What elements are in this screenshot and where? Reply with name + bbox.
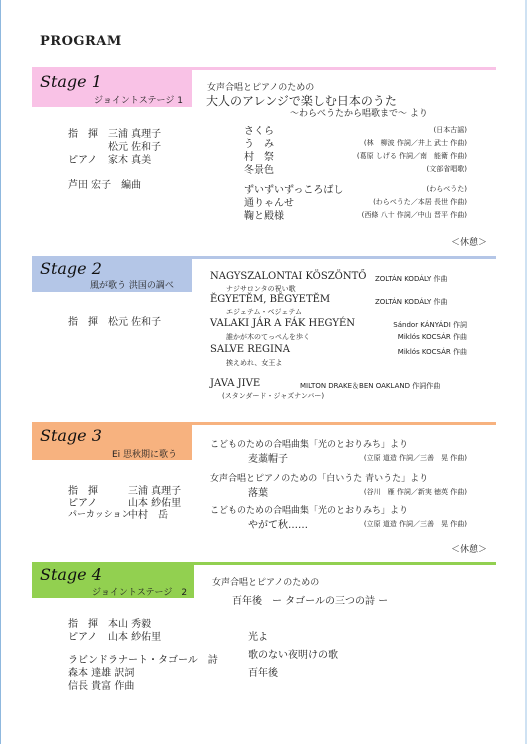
song-title: 落葉 <box>248 488 268 499</box>
credit-name: 三浦 真理子 <box>128 486 182 497</box>
intermission-label: ＜休憩＞ <box>451 238 488 248</box>
song-credit: (立原 道造 作詞／三善 晃 作曲) <box>363 454 467 462</box>
stage4-author: 信長 貴富 作曲 <box>68 681 135 692</box>
stage3-header <box>32 422 192 460</box>
song-title: やがて秋…… <box>248 520 308 531</box>
song-title: 麦藁帽子 <box>248 454 288 465</box>
stage1-name: Stage 1 <box>40 72 102 91</box>
song-credit: (立原 道造 作詞／三善 晃 作曲) <box>363 520 467 528</box>
credit-role: 指 揮 <box>68 486 98 497</box>
song-credit: ZOLTÁN KODÁLY 作曲 <box>375 275 448 283</box>
credit-name: 三浦 真理子 <box>108 129 162 140</box>
page-border-left <box>0 0 1 744</box>
song-credit: Miklós KOCSÁR 作曲 <box>397 348 467 356</box>
stage1-set-title: 大人のアレンジで楽しむ日本のうた <box>206 94 397 108</box>
song-credit: MILTON DRAKE＆BEN OAKLAND 作詞作曲 <box>300 382 441 390</box>
stage4-intro: 女声合唱とピアノのための <box>212 578 320 588</box>
song-credit: (日本古謡) <box>433 126 467 134</box>
stage1-subtitle: ジョイントステージ 1 <box>94 96 183 106</box>
credit-name: 本山 秀毅 <box>108 619 152 630</box>
credit-role: 指 揮 <box>68 317 98 328</box>
song-credit: (文部省唱歌) <box>426 165 467 173</box>
song-title: 光よ <box>248 632 268 643</box>
credit-name: 松元 佐和子 <box>108 142 162 153</box>
song-title: NAGYSZALONTAI KÖSZÖNTŐ <box>210 271 367 282</box>
stage1-arranger: 芦田 宏子 編曲 <box>68 180 142 191</box>
song-credit: (わらべうた) <box>426 185 467 193</box>
stage3-subtitle: Ei 思秋期に歌う <box>112 450 178 460</box>
song-title: 百年後 <box>248 668 278 679</box>
song-credit: (西條 八十 作詞／中山 晋平 作曲) <box>361 211 467 219</box>
credit-role: パーカッション <box>68 510 131 520</box>
stage2-subtitle: 風が歌う 洪国の調べ <box>90 281 174 291</box>
stage4-author: 森本 達雄 訳詞 <box>68 668 135 679</box>
song-title: JAVA JIVE <box>210 378 261 389</box>
intermission-label: ＜休憩＞ <box>451 545 488 555</box>
stage1-header <box>32 67 192 107</box>
song-credit: (谷川 雁 作詞／新実 徳英 作曲) <box>363 488 467 496</box>
song-subtitle: (スタンダード・ジャズナンバー) <box>222 392 325 400</box>
stage2-name: Stage 2 <box>40 259 102 278</box>
song-title: ĔGYETĔM, BĔGYETĔM <box>210 294 331 305</box>
stage4-set-title: 百年後 ー タゴールの三つの詩 ー <box>232 596 389 607</box>
song-title: さくら <box>244 126 274 137</box>
set-intro: 女声合唱とピアノのための「白いうた 青いうた」より <box>210 474 429 484</box>
song-title: 歌のない夜明けの歌 <box>248 650 338 661</box>
song-subtitle: エジェテム・ベジェテム <box>226 308 303 316</box>
song-title: う み <box>244 139 274 150</box>
set-intro: こどものための合唱曲集「光のとおりみち」より <box>210 440 409 450</box>
credit-role: ピアノ <box>68 498 98 509</box>
credit-name: 山本 紗佑里 <box>108 632 162 643</box>
song-credit: (林 柳波 作詞／井上 武士 作曲) <box>363 139 467 147</box>
credit-role: ピアノ <box>68 632 98 643</box>
song-title: 村 祭 <box>244 152 274 163</box>
song-credit: (葛原 しげる 作詞／南 能衛 作曲) <box>356 152 467 160</box>
song-title: 冬景色 <box>244 165 274 176</box>
credit-role: 指 揮 <box>68 619 98 630</box>
stage1-set-subtitle: ～わらべうたから唱歌まで～ より <box>290 109 428 119</box>
song-title: VALAKI JÁR A FÁK HEGYÉN <box>210 318 355 329</box>
credit-role: ピアノ <box>68 155 98 166</box>
stage4-subtitle: ジョイントステージ 2 <box>92 588 188 598</box>
song-subtitle: 誰かが木のてっぺんを歩く <box>226 333 310 341</box>
stage4-author: ラビンドラナート・タゴール 詩 <box>68 655 218 666</box>
credit-name: 山本 紗佑里 <box>128 498 182 509</box>
stage2-header <box>32 256 192 292</box>
stage4-name: Stage 4 <box>40 565 102 584</box>
credit-name: 松元 佐和子 <box>108 317 162 328</box>
song-title: ずいずいずっころばし <box>244 185 344 196</box>
song-title: 鞠と殿様 <box>244 211 284 222</box>
song-title: SALVE REGINA <box>210 344 290 355</box>
song-credit: Miklós KOCSÁR 作曲 <box>397 333 467 341</box>
stage4-header <box>32 562 194 598</box>
set-intro: こどものための合唱曲集「光のとおりみち」より <box>210 506 409 516</box>
song-credit: ZOLTÁN KODÁLY 作曲 <box>375 298 448 306</box>
credit-name: 中村 岳 <box>128 510 168 521</box>
stage1-intro: 女声合唱とピアノのための <box>207 83 315 93</box>
page-title: PROGRAM <box>40 34 122 49</box>
credit-name: 家木 真美 <box>108 155 152 166</box>
song-subtitle: ナジサロンタの祝い歌 <box>226 285 296 293</box>
song-credit: Sándor KÁNYÁDI 作詞 <box>393 321 467 329</box>
song-credit: (わらべうた／本居 長世 作曲) <box>373 198 467 206</box>
stage3-name: Stage 3 <box>40 426 102 445</box>
credit-role: 指 揮 <box>68 129 98 140</box>
song-subtitle: 挨えめれ、女王よ <box>226 359 283 367</box>
song-title: 通りゃんせ <box>244 198 294 209</box>
